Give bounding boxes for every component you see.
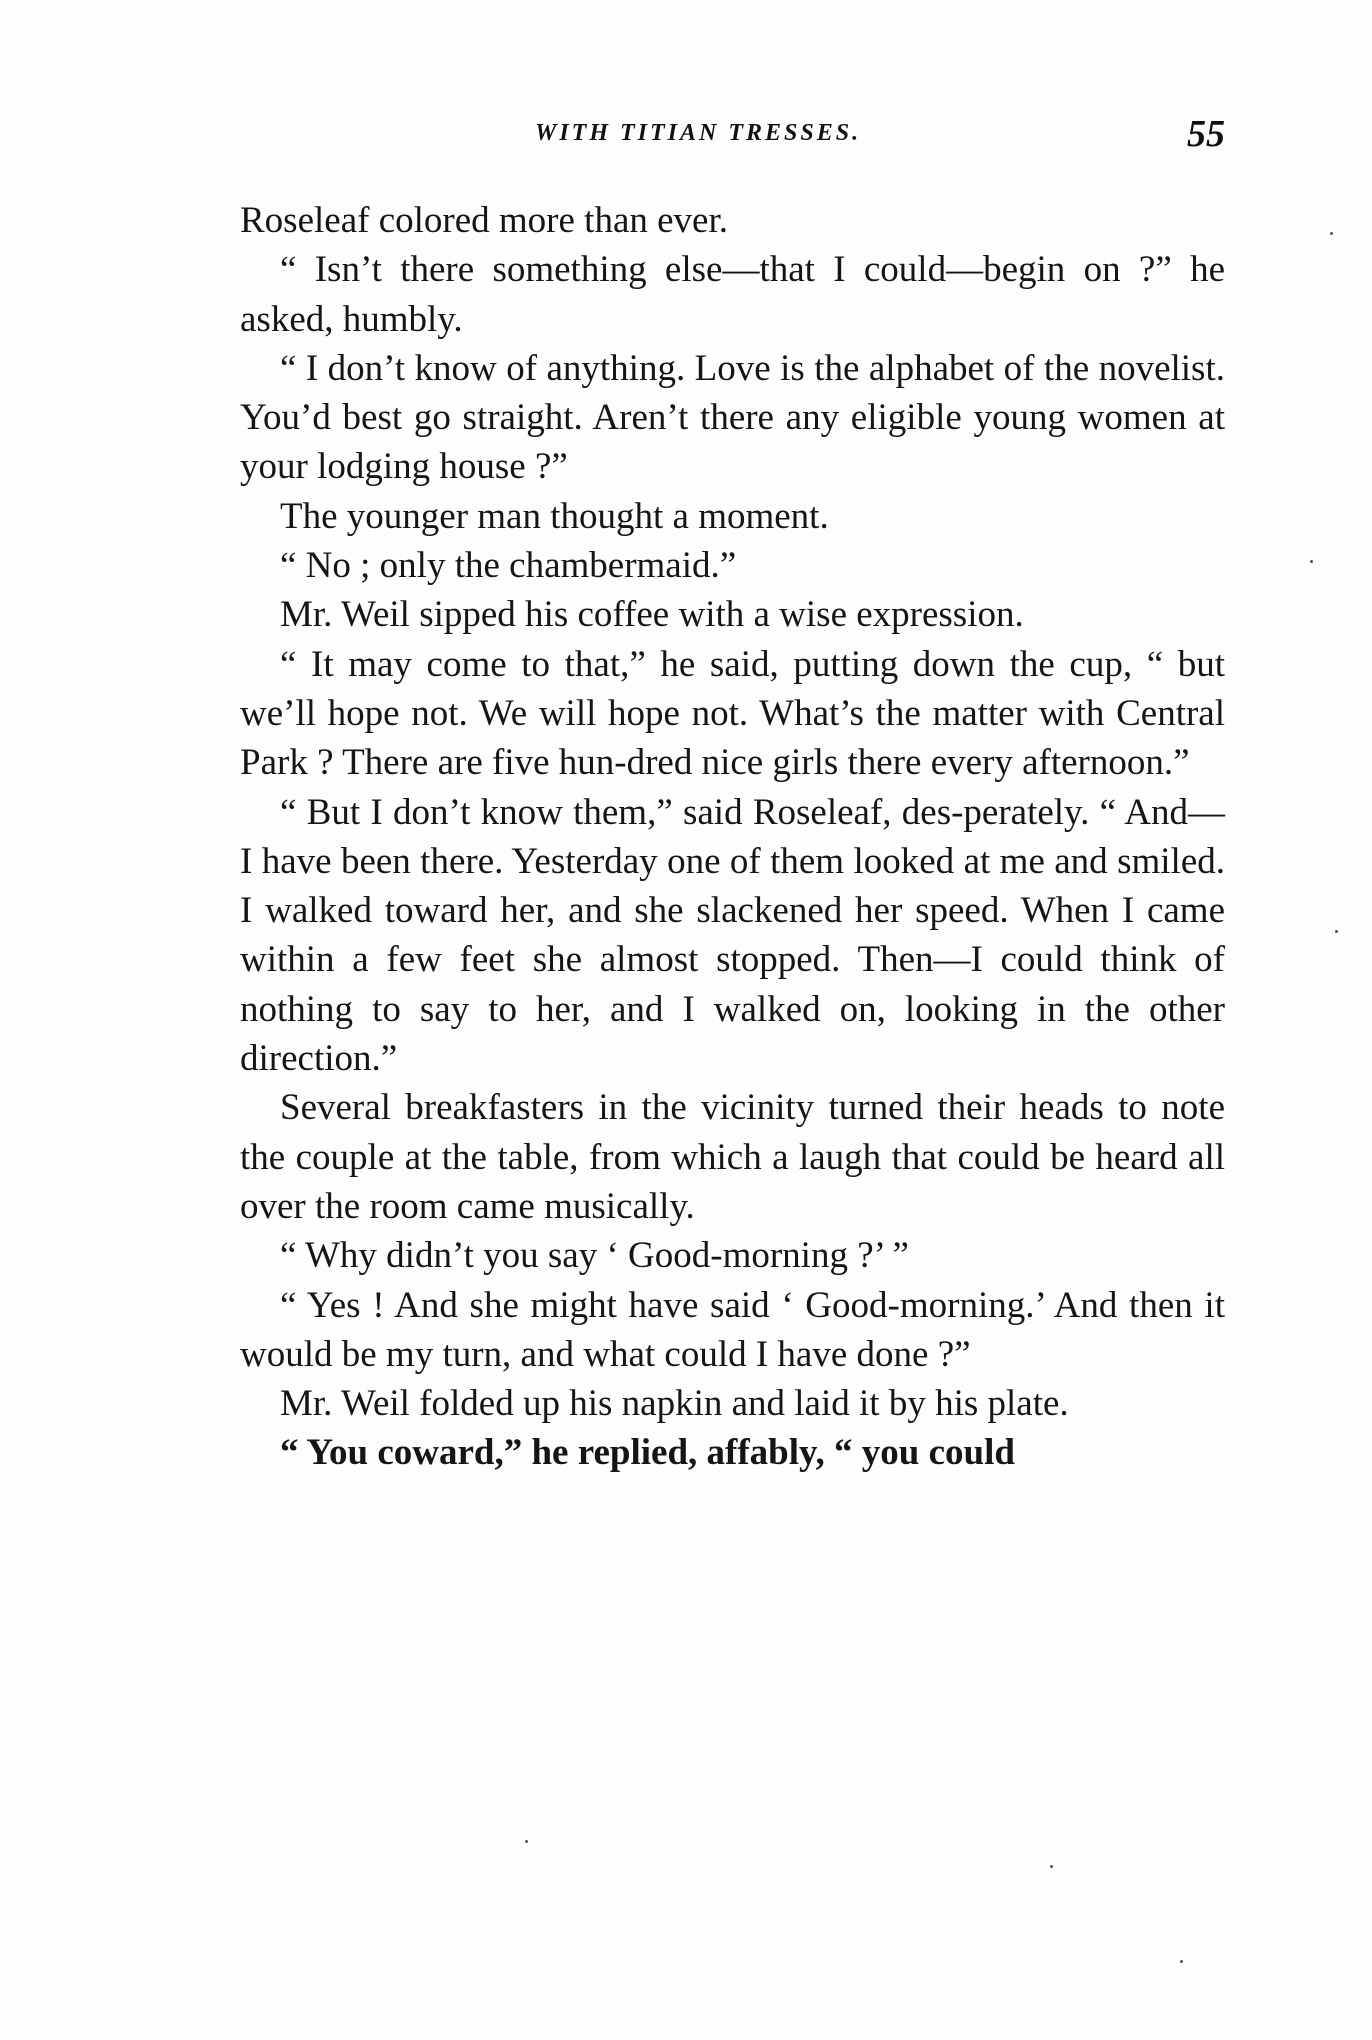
paragraph-13: “ You coward,” he replied, affably, “ you could — [280, 1432, 1015, 1474]
paragraph-5: “ No ; only the chambermaid.” — [280, 545, 737, 587]
paragraph-1: Roseleaf colored more than ever. — [240, 200, 728, 241]
paragraph-2: “ Isn’t there something else—that I could—begin on ?” he asked, humbly. — [240, 249, 1225, 340]
paper-speck — [1050, 1865, 1053, 1868]
paper-speck — [1335, 930, 1338, 933]
running-title: WITH TITIAN TRESSES. — [535, 120, 862, 146]
body-text — [240, 196, 1225, 1478]
paragraph-3: “ I don’t know of anything. Love is the alphabet of the novelist. You’d best go straight. Aren’t there any eligible young women at your lodging house ?” — [240, 347, 1225, 488]
paragraph-6: Mr. Weil sipped his coffee with a wise expression. — [280, 594, 1024, 636]
paragraph-10: “ Why didn’t you say ‘ Good-morning ?’ ” — [280, 1235, 909, 1277]
paragraph-4: The younger man thought a moment. — [280, 495, 829, 537]
paper-speck — [1330, 232, 1333, 235]
page-header — [240, 112, 1225, 162]
page-number: 55 — [1187, 113, 1225, 155]
paragraph-7: “ It may come to that,” he said, putting down the cup, “ but we’ll hope not. We will hope not. What’s the matter with Central Park ? There are five hun-dred nice girls there every afternoon.” — [240, 643, 1225, 784]
paragraph-8: “ But I don’t know them,” said Roseleaf, des-perately. “ And—I have been there. Yesterday one of them looked at me and smiled. I walked toward her, and she slackened her speed. When I came within a few feet she almost stopped. Then—I could think of nothing to say to her, and I walked on, looking in the other direction.” — [240, 791, 1225, 1080]
paragraph-11: “ Yes ! And she might have said ‘ Good-morning.’ And then it would be my turn, and what could I have done ?” — [240, 1284, 1225, 1375]
paper-speck — [525, 1840, 528, 1843]
paper-speck — [1310, 560, 1313, 563]
paragraph-9: Several breakfasters in the vicinity turned their heads to note the couple at the table, from which a laugh that could be heard all over the room came musically. — [240, 1087, 1225, 1227]
paper-speck — [1180, 1960, 1183, 1963]
paragraph-12: Mr. Weil folded up his napkin and laid it by his plate. — [280, 1383, 1069, 1425]
